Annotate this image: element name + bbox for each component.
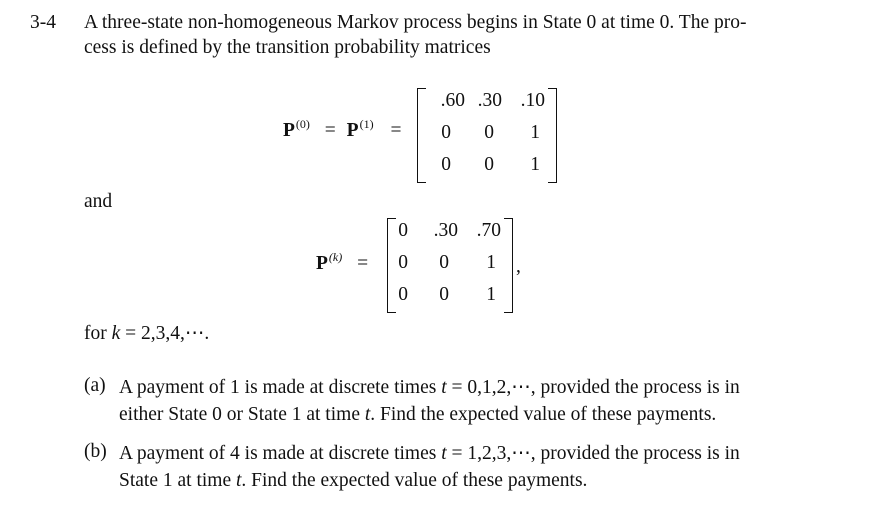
part-a-line1-var: t [441, 377, 447, 398]
and-text: and [84, 191, 113, 212]
part-b-line1 [119, 441, 740, 465]
matrix-cell: 1 [530, 122, 540, 143]
part-b-line1-var: t [441, 443, 447, 464]
matrix-cell: 0 [398, 252, 408, 273]
for-var: k [111, 323, 121, 344]
part-b-line2-var: t [235, 470, 242, 491]
matrix-cell: 0 [439, 284, 449, 305]
part-b-line2-post: . Find the expected value of these payments. [241, 470, 588, 491]
equation-p0-p1 [283, 117, 402, 142]
part-b-line2-pre: State 1 at time [119, 470, 236, 491]
matrix-left-bracket [417, 88, 426, 183]
part-a-label: (a) [84, 375, 106, 396]
matrix-pk [387, 218, 513, 313]
part-a-line1 [119, 375, 740, 399]
pk-superscript: (k) [328, 250, 343, 264]
part-a-line2 [119, 404, 716, 426]
matrix-cell: 0 [439, 252, 449, 273]
p1-symbol: P [346, 120, 359, 141]
matrix-cell: 1 [486, 284, 496, 305]
matrix-cell: .70 [476, 220, 501, 241]
matrix-cell: .10 [520, 90, 545, 111]
equation-pk [316, 250, 369, 275]
problem-number: 3-4 [30, 12, 56, 33]
matrix-right-bracket [548, 88, 557, 183]
matrix-cell: 0 [441, 122, 451, 143]
matrix-cell: .60 [440, 90, 465, 111]
matrix-cell: 0 [441, 154, 451, 175]
p0-symbol: P [283, 120, 295, 141]
p0-superscript: (0) [295, 117, 310, 131]
eq2-equals: = [357, 253, 369, 274]
matrix-cell: 1 [530, 154, 540, 175]
matrix-cell: 0 [484, 122, 494, 143]
for-prefix: for [84, 323, 112, 344]
part-a-line1-pre: A payment of 1 is made at discrete times [119, 377, 442, 398]
for-rest: = 2,3,4,⋯. [120, 323, 210, 344]
problem-intro-line1: A three-state non-homogeneous Markov process begins in State 0 at time 0. The pro- [84, 12, 747, 33]
matrix-p0 [417, 88, 557, 183]
part-a-line2-pre: either State 0 or State 1 at time [119, 404, 365, 425]
matrix-cell: 1 [486, 252, 496, 273]
matrix-cell: 0 [398, 284, 408, 305]
matrix-cell: 0 [484, 154, 494, 175]
part-a-line1-post: = 0,1,2,⋯, provided the process is in [446, 377, 740, 398]
part-b-line2 [119, 470, 587, 492]
part-b-line1-post: = 1,2,3,⋯, provided the process is in [446, 443, 740, 464]
matrix-cell: 0 [398, 220, 408, 241]
problem-intro-line2: cess is defined by the transition probability matrices [84, 37, 491, 58]
eq1-equals-1: = [324, 120, 336, 141]
p1-superscript: (1) [359, 117, 374, 131]
matrix-right-bracket [504, 218, 513, 313]
part-b-label: (b) [84, 441, 107, 462]
for-k-line [84, 321, 209, 345]
matrix-left-bracket [387, 218, 396, 313]
part-b-line1-pre: A payment of 4 is made at discrete times [119, 443, 442, 464]
matrix-cell: .30 [433, 220, 458, 241]
matrix-cell: .30 [477, 90, 502, 111]
part-a-line2-post: . Find the expected value of these payments. [370, 404, 717, 425]
eq2-trailing-comma: , [516, 256, 521, 277]
pk-symbol: P [316, 253, 328, 274]
eq1-equals-2: = [390, 120, 402, 141]
part-a-line2-var: t [364, 404, 371, 425]
